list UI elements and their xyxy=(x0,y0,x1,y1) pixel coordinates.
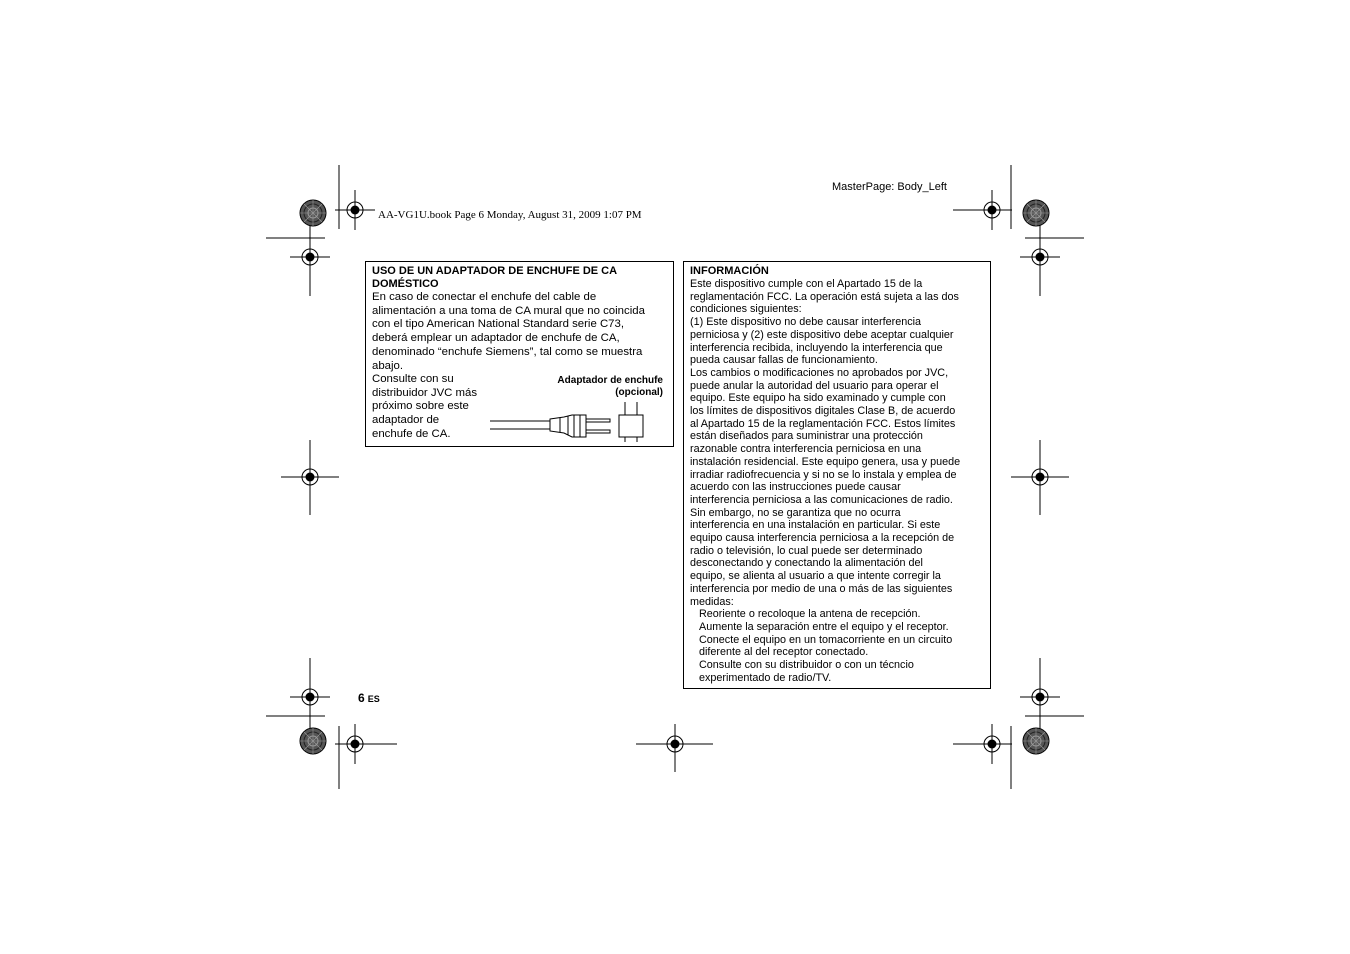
body-line: interferencia perniciosa a las comunicaciones de radio. xyxy=(690,493,953,506)
body-line: razonable contra interferencia perniciosa en una xyxy=(690,443,922,456)
figure-label xyxy=(557,375,663,399)
body-line: radio o televisión, lo cual puede ser determinado xyxy=(690,544,923,557)
measure-item: experimentado de radio/TV. xyxy=(699,671,832,684)
para-line: abajo. xyxy=(372,359,404,372)
para-line: denominado “enchufe Siemens”, tal como se muestra xyxy=(372,345,643,358)
measure-item: Reoriente o recoloque la antena de recepción. xyxy=(699,608,921,621)
body-line: equipo, se alienta al usuario a que intente corregir la xyxy=(690,570,941,583)
body-line: instalación residencial. Este equipo genera, usa y puede xyxy=(690,455,961,468)
body-line: desconectando y conectando la alimentación del xyxy=(690,557,923,570)
consult-line: enchufe de CA. xyxy=(372,427,451,440)
consult-line: próximo sobre este xyxy=(372,400,469,413)
body-line: al Apartado 15 de la reglamentación FCC. Estos límites xyxy=(690,417,956,430)
body-line: Este dispositivo cumple con el Apartado 15 de la xyxy=(690,278,923,290)
information-body xyxy=(690,278,990,685)
body-line: (1) Este dispositivo no debe causar interferencia xyxy=(690,316,922,329)
masterpage-label: MasterPage: Body_Left xyxy=(832,181,947,193)
para-line: En caso de conectar el enchufe del cable de xyxy=(372,291,597,303)
body-line: irradiar radiofrecuencia y si no se lo instala y emplea de xyxy=(690,468,957,481)
figure-label-line1: Adaptador de enchufe xyxy=(557,375,663,386)
consult-text xyxy=(372,373,492,442)
para-line: deberá emplear un adaptador de enchufe de CA, xyxy=(372,332,620,345)
information-section xyxy=(683,261,991,689)
section-heading-line2: DOMÉSTICO xyxy=(372,278,439,290)
color-target-icon xyxy=(1023,728,1049,754)
measure-item: Consulte con su distribuidor o con un técncio xyxy=(699,659,914,672)
section-paragraph xyxy=(372,291,672,373)
body-line: equipo causa interferencia perniciosa a la recepción de xyxy=(690,532,955,545)
body-line: los límites de dispositivos digitales Clase B, de acuerdo xyxy=(690,405,956,418)
section-heading-line1: USO DE UN ADAPTADOR DE ENCHUFE DE CA xyxy=(372,265,618,277)
body-line: medidas: xyxy=(690,595,734,608)
measure-item: diferente al del receptor conectado. xyxy=(699,646,869,659)
page-number-value: 6 xyxy=(358,691,365,705)
body-line: están diseñados para suministrar una protección xyxy=(690,430,923,443)
body-line: Sin embargo, no se garantiza que no ocurra xyxy=(690,506,901,519)
body-line: condiciones siguientes: xyxy=(690,303,802,316)
figure-label-line2: (opcional) xyxy=(615,387,663,398)
color-target-icon xyxy=(300,728,326,754)
consult-line: adaptador de xyxy=(372,414,440,427)
book-info-line: AA-VG1U.book Page 6 Monday, August 31, 2009 1:07 PM xyxy=(378,209,642,221)
consult-line: distribuidor JVC más xyxy=(372,386,478,399)
para-line: alimentación a una toma de CA mural que no coincida xyxy=(372,304,645,317)
information-heading: INFORMACIÓN xyxy=(690,265,769,277)
body-line: interferencia en una instalación en particular. Si este xyxy=(690,519,941,532)
body-line: reglamentación FCC. La operación está sujeta a las dos xyxy=(690,290,959,303)
body-line: pueda causar fallas de funcionamiento. xyxy=(690,354,878,367)
body-line: Los cambios o modificaciones no aprobados por JVC, xyxy=(690,366,949,379)
para-line: con el tipo American National Standard serie C73, xyxy=(372,318,625,331)
ac-adapter-section xyxy=(365,261,674,447)
measure-item: Aumente la separación entre el equipo y el receptor. xyxy=(699,620,949,633)
color-target-icon xyxy=(300,200,326,226)
page-language-code: ES xyxy=(367,694,380,704)
measure-item: Conecte el equipo en un tomacorriente en un circuito xyxy=(699,633,953,646)
color-target-icon xyxy=(1023,200,1049,226)
registration-mark-icon xyxy=(335,190,375,230)
body-line: interferencia recibida, incluyendo la interferencia que xyxy=(690,341,943,354)
body-line: acuerdo con las instrucciones puede causar xyxy=(690,481,901,494)
body-line: puede anular la autoridad del usuario para operar el xyxy=(690,379,939,392)
consult-line: Consulte con su xyxy=(372,373,454,385)
page-number xyxy=(358,691,380,705)
body-line: equipo. Este equipo ha sido examinado y cumple con xyxy=(690,392,946,405)
plug-adapter-icon xyxy=(488,400,648,444)
body-line: interferencia por medio de una o más de las siguientes xyxy=(690,582,953,595)
body-line: perniciosa y (2) este dispositivo debe aceptar cualquier xyxy=(690,328,954,341)
